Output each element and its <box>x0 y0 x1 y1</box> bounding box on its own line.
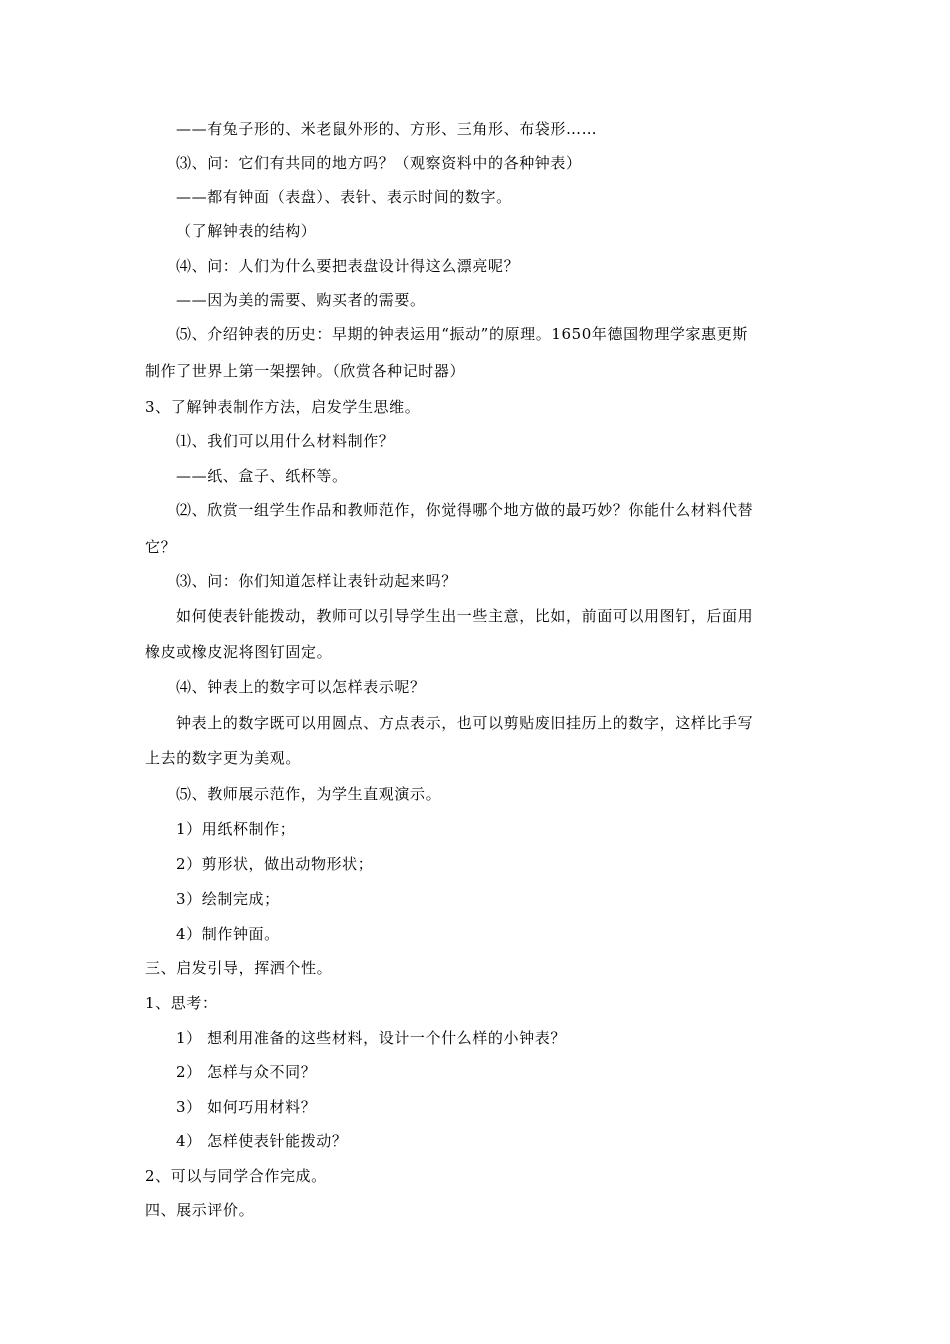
text-line: 4） 怎样使表针能拨动？ <box>176 1132 348 1150</box>
text-line: ——都有钟面（表盘）、表针、表示时间的数字。 <box>176 188 512 206</box>
text-line: 钟表上的数字既可以用圆点、方点表示，也可以剪贴废旧挂历上的数字，这样比手写 <box>176 714 754 732</box>
text-line: 3） 如何巧用材料？ <box>176 1098 317 1116</box>
text-line: 三、启发引导，挥洒个性。 <box>145 959 333 977</box>
text-line: 它？ <box>145 538 177 556</box>
text-line: ⑶、问：你们知道怎样让表针动起来吗？ <box>176 572 457 590</box>
text-line: ——纸、盒子、纸杯等。 <box>176 467 348 485</box>
text-line: 2）剪形状，做出动物形状； <box>176 855 374 873</box>
text-line: 上去的数字更为美观。 <box>145 749 302 767</box>
text-line: （了解钟表的结构） <box>176 222 317 240</box>
text-line: ⑴、我们可以用什么材料制作？ <box>176 432 395 450</box>
text-line: ⑷、钟表上的数字可以怎样表示呢？ <box>176 678 426 696</box>
text-line: ——因为美的需要、购买者的需要。 <box>176 291 426 309</box>
text-line: ⑸、介绍钟表的历史：早期的钟表运用“振动”的原理。1650年德国物理学家惠更斯 <box>176 325 748 343</box>
text-line: 1、思考： <box>145 994 218 1012</box>
text-line: 四、展示评价。 <box>145 1201 255 1219</box>
text-line: 橡皮或橡皮泥将图钉固定。 <box>145 643 333 661</box>
text-line: 1） 想利用准备的这些材料，设计一个什么样的小钟表？ <box>176 1029 566 1047</box>
text-line: 2） 怎样与众不同？ <box>176 1063 317 1081</box>
text-line: 1）用纸杯制作； <box>176 820 296 838</box>
text-line: ⑶、问：它们有共同的地方吗？（观察资料中的各种钟表） <box>176 154 582 172</box>
text-line: 制作了世界上第一架摆钟。（欣赏各种记时器） <box>145 362 466 380</box>
text-line: ⑵、欣赏一组学生作品和教师范作，你觉得哪个地方做的最巧妙？你能什么材料代替 <box>176 501 754 519</box>
text-line: 3、了解钟表制作方法，启发学生思维。 <box>145 398 421 416</box>
text-line: 3）绘制完成； <box>176 890 280 908</box>
text-line: ⑷、问：人们为什么要把表盘设计得这么漂亮呢？ <box>176 257 520 275</box>
text-line: ⑸、教师展示范作，为学生直观演示。 <box>176 785 442 803</box>
text-line: 2、可以与同学合作完成。 <box>145 1167 327 1185</box>
text-line: ——有兔子形的、米老鼠外形的、方形、三角形、布袋形…… <box>176 120 598 138</box>
text-line: 4）制作钟面。 <box>176 925 280 943</box>
text-line: 如何使表针能拨动，教师可以引导学生出一些主意，比如，前面可以用图钉，后面用 <box>176 607 754 625</box>
